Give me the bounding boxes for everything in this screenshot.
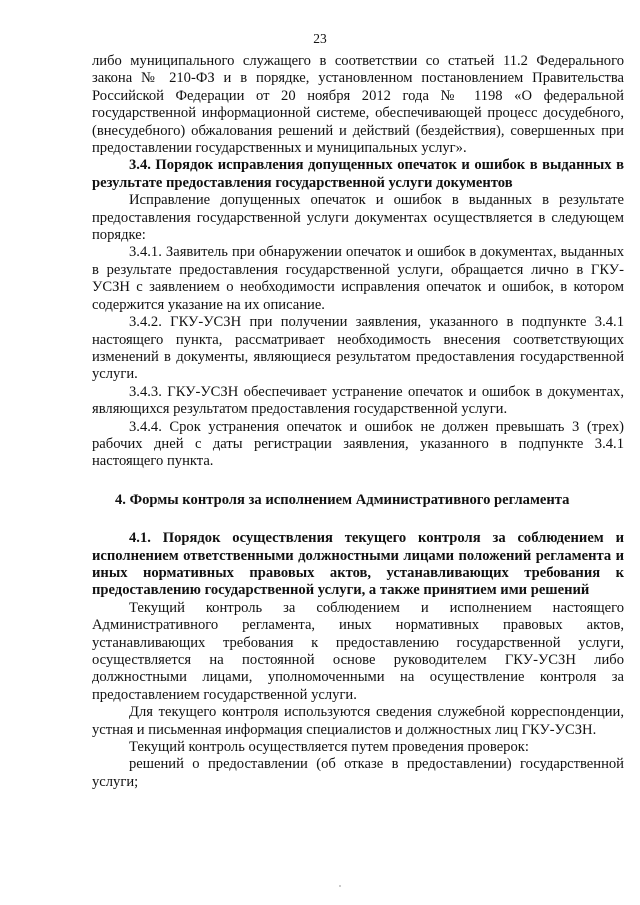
paragraph-control-sources: Для текущего контроля используются сведения служебной корреспонденции, устная и письменная информация специалистов и должностных лиц ГКУ-УСЗН. (92, 704, 624, 738)
scan-speck (339, 885, 341, 887)
paragraph-complaint-procedure: либо муниципального служащего в соответствии со статьей 11.2 Федерального закона № 210-ФЗ и в порядке, установленном постановлением Правительства Российской Федерации от 20 ноября 2012 года № 1198 «О федеральной государственной информационной системе, обеспечивающей процесс досудебного, (внесудебного) обжалования решений и действий (бездействия), совершенных при предоставлении государственных и муниципальных услуг». (92, 53, 624, 157)
paragraph-inspections: Текущий контроль осуществляется путем проведения проверок: (129, 739, 529, 756)
paragraph-3-4-2: 3.4.2. ГКУ-УСЗН при получении заявления, указанного в подпункте 3.4.1 настоящего пункта, рассматривает необходимость внесения соответствующих изменений в документы, являющиеся результатом предоставления государственной услуги. (92, 314, 624, 383)
section-heading-4: 4. Формы контроля за исполнением Административного регламента (115, 491, 570, 508)
section-heading-3-4: 3.4. Порядок исправления допущенных опечаток и ошибок в выданных в результате предоставления государственной услуги документов (92, 157, 624, 191)
page-number: 23 (313, 31, 327, 46)
page-body (92, 53, 624, 791)
paragraph-3-4-4: 3.4.4. Срок устранения опечаток и ошибок не должен превышать 3 (трех) рабочих дней с даты регистрации заявления, указанного в подпункте 3.4.1 настоящего пункта. (92, 418, 624, 470)
paragraph-current-control: Текущий контроль за соблюдением и исполнением настоящего Административного регламента, иных нормативных правовых актов, устанавливающих требования к предоставлению государственной услуги, осуществляется на постоянной основе руководителем ГКУ-УСЗН либо должностными лицами, уполномоченными на осуществление контроля за предоставлением государственной услуги. (92, 599, 624, 703)
paragraph-correction-intro: Исправление допущенных опечаток и ошибок в выданных в результате предоставления государственной услуги документах осуществляется в следующем порядке: (92, 192, 624, 244)
paragraph-3-4-1: 3.4.1. Заявитель при обнаружении опечаток и ошибок в документах, выданных в результате предоставления государственной услуги, обращается лично в ГКУ-УСЗН с заявлением о необходимости исправления опечаток и ошибок, в котором содержится указание на их описание. (92, 244, 624, 313)
section-heading-4-1: 4.1. Порядок осуществления текущего контроля за соблюдением и исполнением ответственными должностными лицами положений регламента и иных нормативных правовых актов, устанавливающих требования к предоставлению государственной услуги, а также принятием ими решений (92, 530, 624, 599)
paragraph-decisions: решений о предоставлении (об отказе в предоставлении) государственной услуги; (92, 756, 624, 790)
paragraph-3-4-3: 3.4.3. ГКУ-УСЗН обеспечивает устранение опечаток и ошибок в документах, являющихся результатом предоставления государственной услуги. (92, 383, 624, 418)
